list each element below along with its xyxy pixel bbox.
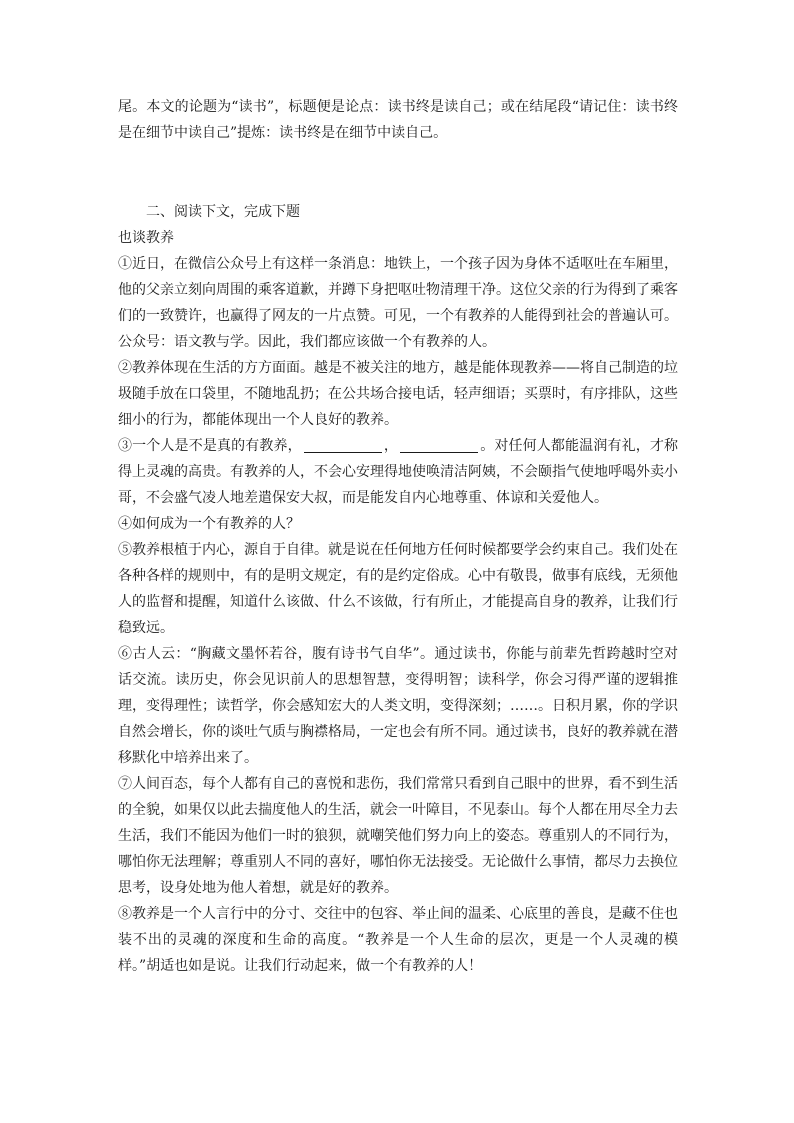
paragraph-5: ⑤教养根植于内心，源自于自律。就是说在任何地方任何时候都要学会约束自己。我们处在各种各样的规则中，有的是明文规定，有的是约定俗成。心中有敬畏，做事有底线，无须他人的监督和提醒，知道什么该做、什么不该做，行有所止，才能提高自身的教养，让我们行稳致远。 bbox=[118, 542, 678, 636]
paragraph-3-lead: ③一个人是不是真的有教养， bbox=[118, 438, 302, 454]
previous-answer-tail: 尾。本文的论题为“读书”，标题便是论点：读书终是读自己；或在结尾段“请记住：读书终是在细节中读自己”提炼：读书终是在细节中读自己。 bbox=[118, 99, 678, 141]
answer-blank-2[interactable] bbox=[400, 436, 478, 453]
blank-separator: ， bbox=[383, 438, 399, 454]
paragraph-7: ⑦人间百态，每个人都有自己的喜悦和悲伤，我们常常只看到自己眼中的世界，看不到生活的全貌，如果仅以此去揣度他人的生活，就会一叶障目，不见泰山。每个人都在用尽全力去生活，我们不能因为他们一时的狼狈，就嘲笑他们努力向上的姿态。尊重别人的不同行为，哪怕你无法理解；尊重别人不同的喜好，哪怕你无法接受。无论做什么事情，都尽力去换位思考，设身处地为他人着想，就是好的教养。 bbox=[118, 776, 678, 896]
paragraph-2: ②教养体现在生活的方方面面。越是不被关注的地方，越是能体现教养——将自己制造的垃圾随手放在口袋里，不随地乱扔；在公共场合接电话，轻声细语；买票时，有序排队，这些细小的行为，都能体现出一个人良好的教养。 bbox=[118, 360, 678, 428]
answer-blank-1[interactable] bbox=[304, 436, 382, 453]
paragraph-6: ⑥古人云：“胸藏文墨怀若谷，腹有诗书气自华”。通过读书，你能与前辈先哲跨越时空对话交流。读历史，你会见识前人的思想智慧，变得明智；读科学，你会习得严谨的逻辑推理，变得理性；读哲学，你会感知宏大的人类文明，变得深刻；……。日积月累，你的学识自然会增长，你的谈吐气质与胸襟格局，一定也会有所不同。通过读书，良好的教养就在潜移默化中培养出来了。 bbox=[118, 646, 678, 766]
section-heading: 二、阅读下文，完成下题 bbox=[146, 204, 300, 220]
paragraph-1: ①近日，在微信公众号上有这样一条消息：地铁上，一个孩子因为身体不适呕吐在车厢里，他的父亲立刻向周围的乘客道歉，并蹲下身把呕吐物清理干净。这位父亲的行为得到了乘客们的一致赞许，也赢得了网友的一片点赞。可见，一个有教养的人能得到社会的普遍认可。公众号：语文教与学。因此，我们都应该做一个有教养的人。 bbox=[118, 256, 678, 350]
paragraph-3 bbox=[118, 433, 678, 511]
paragraph-3-rest: 。对任何人都能温润有礼，才称得上灵魂的高贵。有教养的人，不会心安理得地使唤清洁阿姨，不会颐指气使地呼喝外卖小哥，不会盛气凌人地差遣保安大叔，而是能发自内心地尊重、体谅和关爱他人。 bbox=[118, 438, 679, 506]
paragraph-8: ⑧教养是一个人言行中的分寸、交往中的包容、举止间的温柔、心底里的善良，是藏不住也装不出的灵魂的深度和生命的高度。“教养是一个人生命的层次，更是一个人灵魂的模样。”胡适也如是说。让我们行动起来，做一个有教养的人！ bbox=[118, 906, 678, 974]
article-title: 也谈教养 bbox=[118, 230, 174, 246]
paragraph-4: ④如何成为一个有教养的人？ bbox=[118, 516, 300, 532]
